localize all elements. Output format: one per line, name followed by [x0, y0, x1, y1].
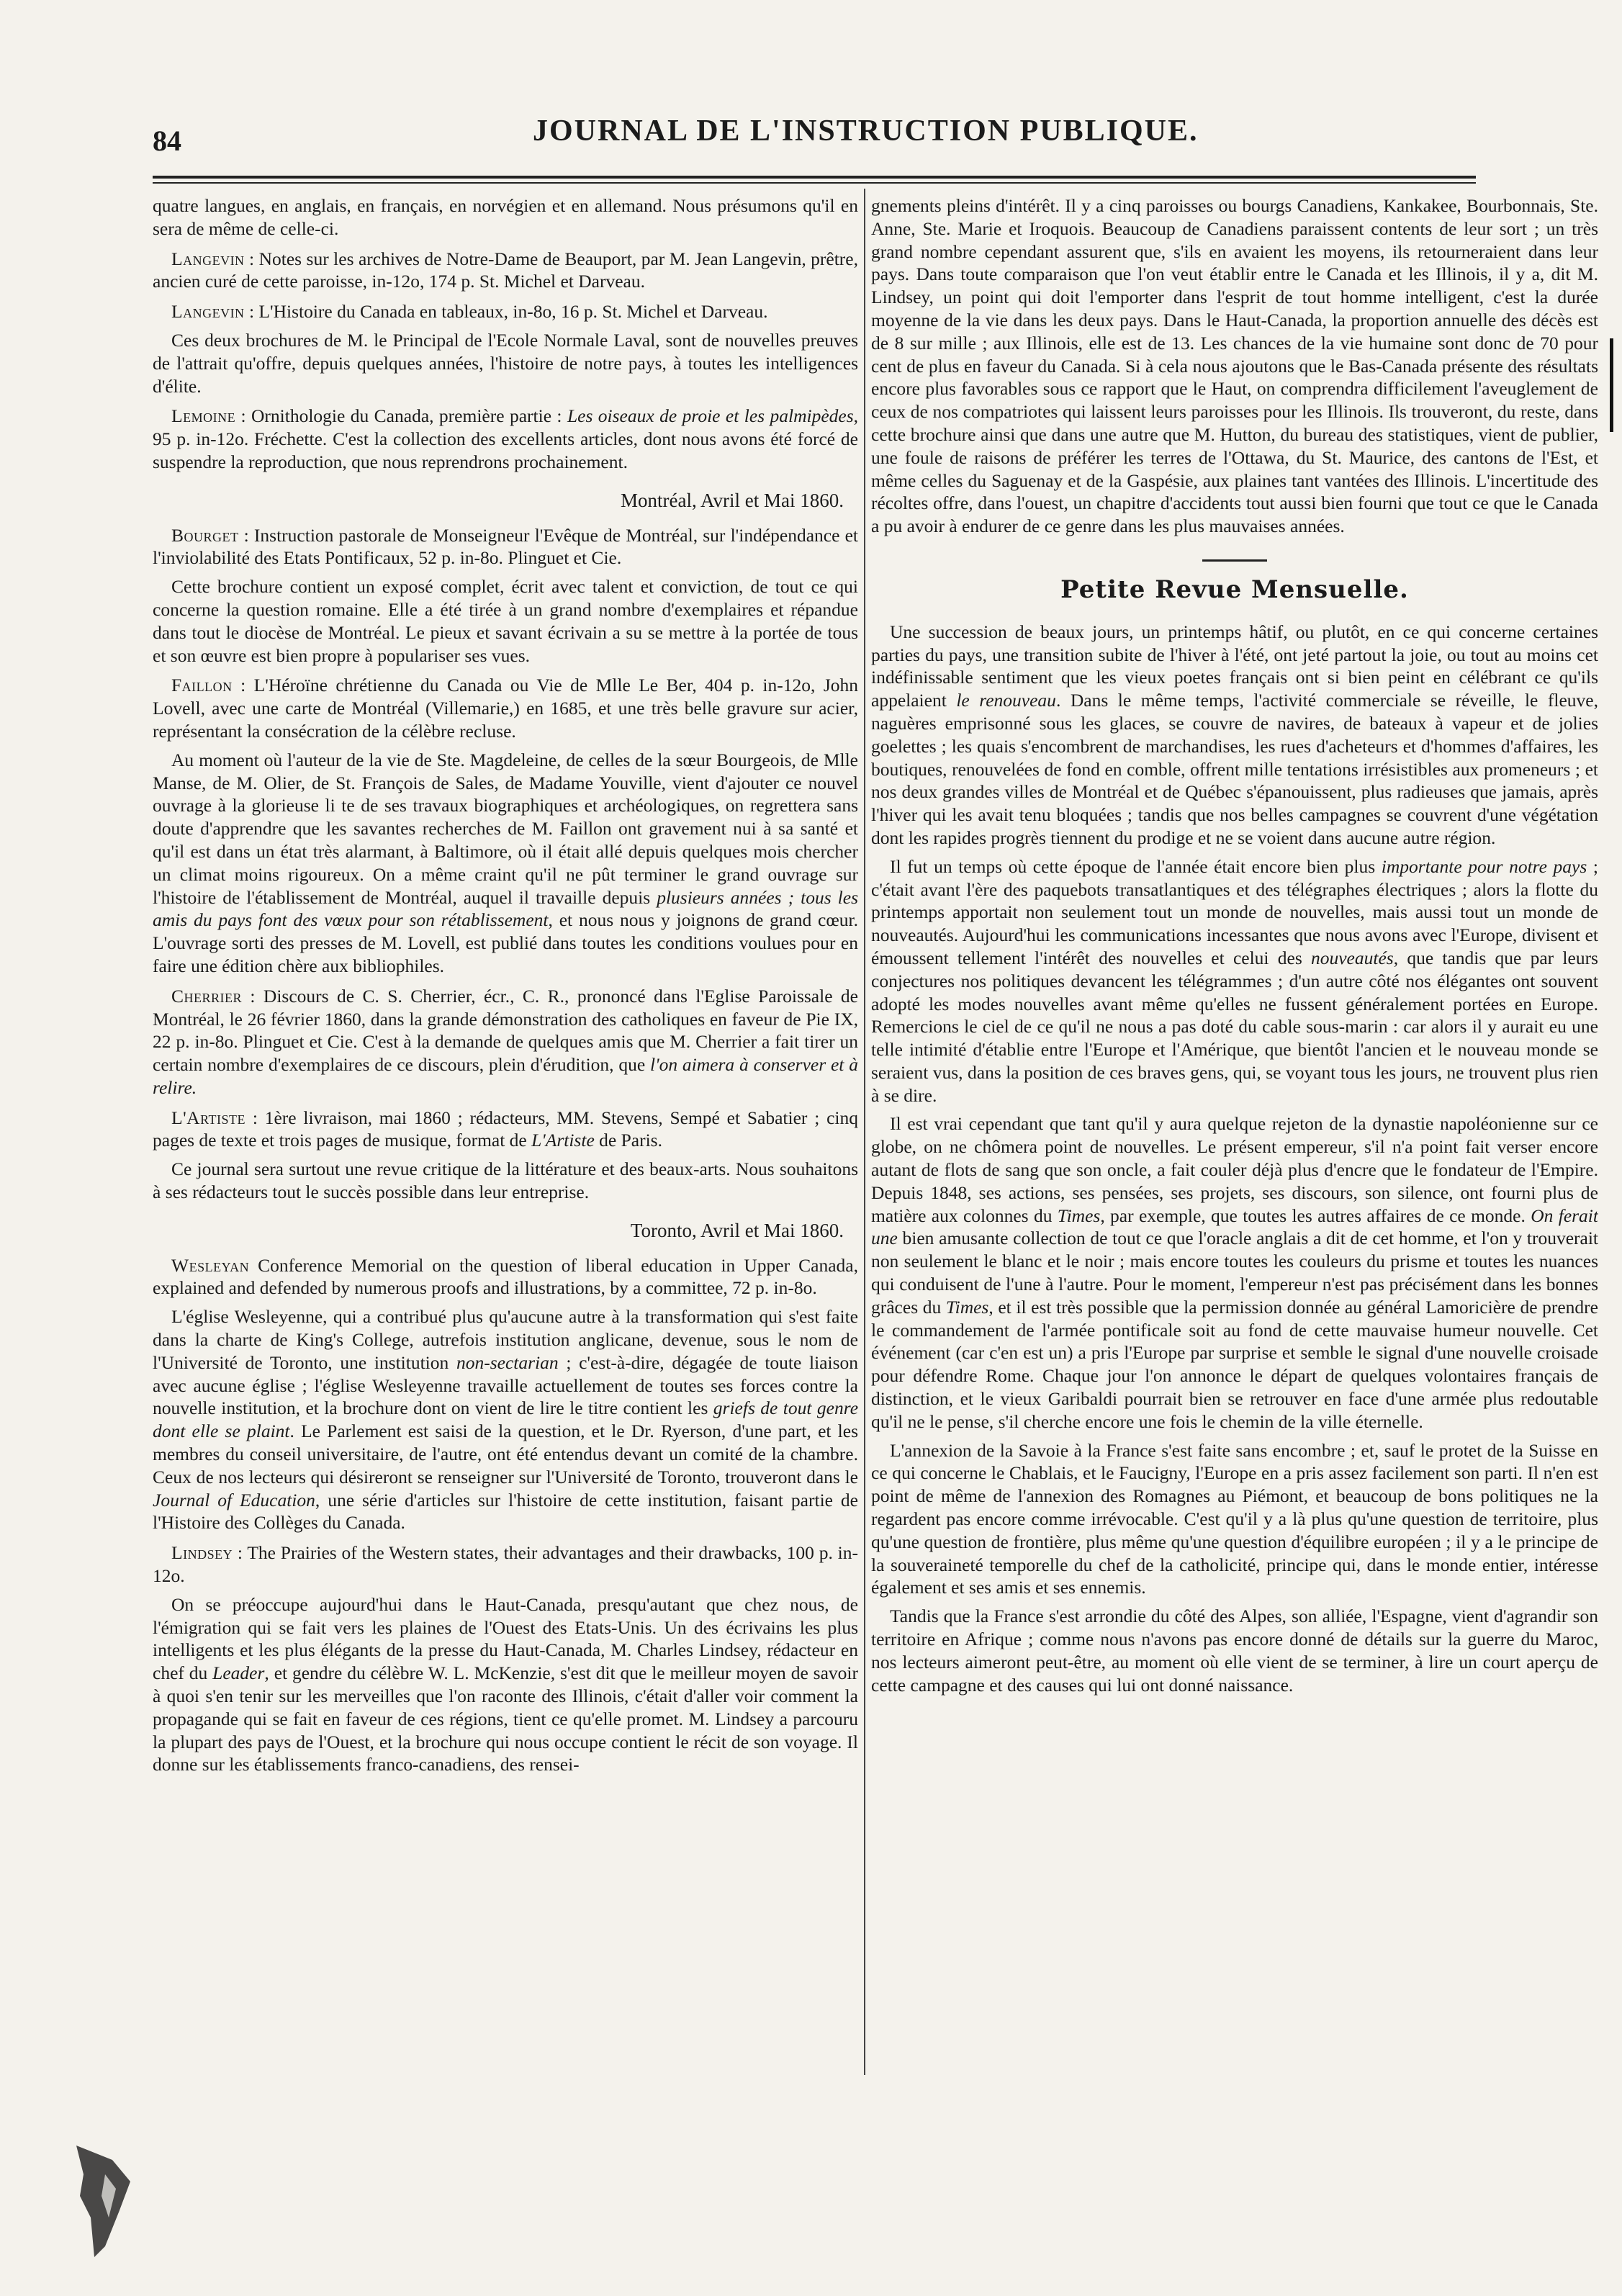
text-run: Il fut un temps où cette époque de l'année était encore bien plus [890, 855, 1382, 877]
paragraph: Tandis que la France s'est arrondie du côté des Alpes, son alliée, l'Espagne, vient d'agrandir son territoire en Afrique ; comme nous n'avons pas encore donné de détails sur la guerre du Maroc, nos lecteurs aimeront peut-être, au moment où elle vient de se terminer, à lire un court aperçu de cette campagne et des causes qui lui ont donné naissance. [871, 1606, 1598, 1696]
paragraph [153, 1593, 858, 1776]
author-name: Wesleyan [171, 1254, 250, 1276]
text-run: , une série d'articles sur l'histoire de cette institution, faisant partie de l'Histoire des Collèges du Canada. [153, 1489, 858, 1534]
paragraph: Cette brochure contient un exposé complet, écrit avec talent et conviction, de tout ce qui concerne la question romaine. Elle a été tirée à un grand nombre d'exemplaires et répandue dans tout le diocèse de Montréal. Le pieux et savant écrivain a su se mettre à la portée de tous et son œuvre est bien propre à populariser ses vues. [153, 576, 858, 666]
bibliography-entry [153, 985, 858, 1099]
left-column [153, 194, 858, 2268]
text-run: L'église Wesleyenne, qui a contribué plus qu'aucune autre à la transformation qui s'est faite dans la charte de King's College, autrefois institution anglicane, devenue, sous le nom de l'Université de Toronto, une institution [153, 1306, 858, 1373]
text-run: , et nous nous y joignons de grand cœur. L'ouvrage sorti des presses de M. Lovell, est publié dans toutes les conditions voulues pour en faire une édition chère aux bibliophiles. [153, 909, 858, 976]
text-run: . Le Parlement est saisi de la question, et le Dr. Ryerson, d'une part, et les membres du conseil universitaire, de l'autre, ont été entendus devant un comité de la chambre. Ceux de nos lecteurs qui désireront se renseigner sur l'Université de Toronto, trouveront dans le [153, 1421, 858, 1487]
bibliography-entry [153, 300, 858, 323]
author-name: Lemoine [171, 405, 236, 427]
entry-text: : Ornithologie du Canada, première partie : [235, 405, 567, 427]
entry-text: : Discours de C. S. Cherrier, écr., C. R., prononcé dans l'Eglise Paroissale de Montréal, le 26 février 1860, dans la grande démonstration des catholiques en faveur de Pie IX, 22 p. in-8o. Plinguet et Cie. C'est à la demande de quelques amis que M. Cherrier a fait tirer un certain nombre d'exemplaires de ce discours, plein d'érudition, que [153, 985, 858, 1076]
author-name: Lindsey [171, 1542, 233, 1564]
text-italic: Journal of Education [153, 1489, 315, 1511]
author-name: L'Artiste [171, 1107, 246, 1128]
text-run: , que tandis que par leurs conjectures nos politiques devancent les télégrammes ; d'un autre côté nos élégantes ont souvent adopté les modes nouvelles avant même qu'elles ne fussent généralement portées en Europe. Remercions le ciel de ce qu'il ne nous a pas doté du cable sous-marin : car alors il y aurait eu une telle intimité d'établie entre l'Europe et l'Amérique, que bientôt l'ancien et le nouveau monde se seraient vus, dans la position de ces braves gens, qui, se voyant tous les jours, ne trouvent plus rien à se dire. [871, 947, 1598, 1106]
dateline-montreal: Montréal, Avril et Mai 1860. [621, 489, 844, 511]
paragraph: L'annexion de la Savoie à la France s'est faite sans encombre ; et, sauf le protet de la Suisse en ce qui concerne le Chablais, et le Faucigny, l'Europe en a pris assez facilement son parti. Il n'en est point de même de l'annexion des Romagnes au Piémont, et beaucoup de bons politiques ne la regardent pas encore comme irrévocable. C'est qu'il y a là plus qu'une question de territoire, plus qu'une question de frontière, plus même qu'une question d'équilibre européen ; il y a le principe de la souveraineté temporelle du chef de la catholicité, principe qui, dans le monde entier, intéresse également et ses amis et ses ennemis. [871, 1439, 1598, 1598]
entry-text: de Paris. [594, 1130, 662, 1151]
entry-text: : L'Histoire du Canada en tableaux, in-8o, 16 p. St. Michel et Darveau. [244, 301, 768, 323]
entry-text: : Instruction pastorale de Monseigneur l'Evêque de Montréal, sur l'indépendance et l'inviolabilité des Etats Pontificaux, 52 p. in-8o. Plinguet et Cie. [153, 524, 858, 569]
text-run: , par exemple, que toutes les autres affaires de ce monde. [1100, 1205, 1531, 1226]
bibliography-entry [153, 405, 858, 473]
text-run: ; c'était avant l'ère des paquebots transatlantiques et des télégraphes électriques ; alors la flotte du printemps apportait non seulement tout un monde de nouvelles, mais aussi tout un monde de nouveautés. Aujourd'hui les communications incessantes que nous avons avec l'Europe, divisent et émoussent tellement l'intérêt des nouvelles et celui des [871, 855, 1598, 968]
paragraph [153, 749, 858, 978]
paragraph [871, 1112, 1598, 1433]
text-run: , et il est très possible que la permission donnée au général Lamoricière de prendre le commandement de l'armée pontificale soit au fond de cette mauvaise humeur nouvelle. Cet événement (car c'en est un) a pris l'Europe par surprise et semble le signal d'une nouvelle croisade pour défendre Rome. Chaque jour l'on annonce le départ de quelques volontaires français de distinction, et le vieux Garibaldi pourrait bien se retrouver en face d'une armée plus redoutable qu'il ne le pense, s'il cherche encore une fois le chemin de la ville éternelle. [871, 1296, 1598, 1432]
margin-mark [1610, 338, 1613, 432]
text-italic: non-sectarian [456, 1351, 559, 1373]
text-italic: le renouveau [956, 690, 1056, 711]
entry-italic: l'on aimera à conserver et à relire. [153, 1054, 858, 1098]
entry-italic: Les oiseaux de proie et les palmipèdes [567, 405, 854, 427]
entry-text: : L'Héroïne chrétienne du Canada ou Vie de Mlle Le Ber, 404 p. in-12o, John Lovell, avec une carte de Montréal (Villemarie,) en 1685, et une très belle gravure sur acier, représentant la consécration de la célèbre recluse. [153, 675, 858, 742]
text-italic: Times [1057, 1205, 1101, 1226]
text-italic: On ferait une [871, 1205, 1598, 1249]
entry-text: : The Prairies of the Western states, their advantages and their drawbacks, 100 p. in-12o. [153, 1542, 858, 1587]
text-italic: plusieurs années ; tous les amis du pays font des vœux pour son rétablissement [153, 886, 858, 931]
page-number: 84 [153, 125, 181, 157]
bibliography-entry [153, 674, 858, 742]
text-run: On se préoccupe aujourd'hui dans le Haut-Canada, presqu'autant que chez nous, de l'émigration qui se fait vers les plaines de l'Ouest des Etats-Unis. Un des écrivains les plus intelligents et les plus élégants de la presse du Haut-Canada, M. Charles Lindsey, rédacteur en chef du [153, 1593, 858, 1684]
paragraph: Ce journal sera surtout une revue critique de la littérature et des beaux-arts. Nous souhaitons à ses rédacteurs tout le succès possible dans leur entreprise. [153, 1158, 858, 1203]
entry-text: , 95 p. in-12o. Fréchette. C'est la collection des excellents articles, dont nous avons été forcé de suspendre la reproduction, que nous reprendrons prochainement. [153, 405, 858, 472]
text-italic: griefs de tout genre dont elle se plaint [153, 1397, 858, 1442]
right-column [871, 194, 1598, 2268]
paragraph [871, 855, 1598, 1107]
author-name: Langevin [171, 301, 245, 323]
author-name: Faillon [171, 675, 233, 696]
entry-text: : Notes sur les archives de Notre-Dame de Beauport, par M. Jean Langevin, prêtre, ancien curé de cette paroisse, in-12o, 174 p. St. Michel et Darveau. [153, 248, 858, 292]
entry-text: Conference Memorial on the question of liberal education in Upper Canada, explained and defended by numerous proofs and illustrations, by a committee, 72 p. in-8o. [153, 1254, 858, 1299]
text-italic: nouveautés [1310, 947, 1394, 968]
text-run: Au moment où l'auteur de la vie de Ste. Magdeleine, de celles de la sœur Bourgeois, de Mlle Manse, de M. Olier, de St. François de Sales, de Madame Youville, vient d'ajouter ce nouvel ouvrage à la glorieuse li te de ses travaux biographiques et archéologiques, on regrettera sans doute d'apprendre que les savantes recherches de M. Faillon ont gravement nui à sa santé et qu'il est dans un état très alarmant, à Baltimore, où il était allé depuis quelques mois chercher un climat moins rigoureux. On a même craint qu'il ne pût terminer le grand ouvrage sur l'histoire de l'établissement de Montréal, auquel il travaille depuis [153, 749, 858, 908]
author-name: Bourget [171, 524, 239, 546]
text-italic: importante pour notre pays [1381, 855, 1587, 877]
paragraph [871, 621, 1598, 850]
author-name: Langevin [171, 248, 245, 269]
header-rule-thin [153, 182, 1476, 184]
running-title: JOURNAL DE L'INSTRUCTION PUBLIQUE. [533, 114, 1199, 148]
paragraph: Ces deux brochures de M. le Principal de l'Ecole Normale Laval, sont de nouvelles preuves de l'attrait qu'offre, depuis quelques années, l'histoire de notre pays, à toutes les intelligences d'élite. [153, 329, 858, 397]
author-name: Cherrier [171, 985, 243, 1007]
column-divider [864, 189, 865, 2075]
bibliography-entry [153, 248, 858, 294]
paragraph: quatre langues, en anglais, en français, en norvégien et en allemand. Nous présumons qu'il en sera de même de celle-ci. [153, 195, 858, 239]
paragraph [153, 1305, 858, 1534]
text-italic: Times [945, 1296, 989, 1318]
text-italic: Leader [212, 1662, 265, 1684]
entry-text: : 1ère livraison, mai 1860 ; rédacteurs, MM. Stevens, Sempé et Sabatier ; cinq pages de texte et trois pages de musique, format de [153, 1107, 858, 1151]
text-run: , et gendre du célèbre W. L. McKenzie, s'est dit que le meilleur moyen de savoir à quoi s'en tenir sur les merveilles que l'on raconte des Illinois, c'était d'aller voir comment la propagande qui se fait en faveur de ces régions, tient ce qu'elle promet. M. Lindsey a parcouru la plupart des pays de l'Ouest, et la brochure qui nous occupe contient le récit de son voyage. Il donne sur les établissements franco-canadiens, des rensei- [153, 1662, 858, 1775]
bibliography-entry [153, 1541, 858, 1588]
scan-artifact-icon [62, 2131, 141, 2261]
text-run: ; c'est-à-dire, dégagée de toute liaison avec aucune église ; l'église Wesleyenne travaille actuellement de toutes ses forces contre la nouvelle institution, et la brochure dont on vient de lire le titre contient les [153, 1351, 858, 1419]
section-title: Petite Revue Mensuelle. [1060, 575, 1409, 604]
header-rule-thick [153, 176, 1476, 179]
text-run: Il est vrai cependant que tant qu'il y aura quelque rejeton de la dynastie napoléonienne sur ce globe, on ne chômera point de nouvelles. Le présent empereur, s'il n'a point fait verser encore autant de flots de sang que son oncle, a fait couler déjà plus d'encre que le fondateur de l'Empire. Depuis 1848, ses actions, ses pensées, ses projets, ses discours, son silence, ont fourni plus de matière aux colonnes du [871, 1113, 1598, 1226]
text-run: . Dans le même temps, l'activité commerciale se réveille, le fleuve, naguères emprisonné sous les glaces, se couvre de navires, de bateaux à vapeur et de jolies goelettes ; les quais s'encombrent de marchandises, les rues d'acheteurs et d'hommes d'affaires, les boutiques, renouvelées de fond en comble, offrent mille tentations irrésistibles aux promeneurs ; et nos deux grandes villes de Montréal et de Québec s'épanouissent, plus radieuses que jamais, après l'hiver qui les avait tenu bloquées ; tandis que nos belles campagnes se couvrent d'une végétation dont les rapides progrès tiennent du prodige et ne se voient dans aucune autre région. [871, 690, 1598, 848]
section-divider [1202, 559, 1267, 562]
text-run: bien amusante collection de tout ce que l'oracle anglais a dit de cet homme, et l'on y trouverait non seulement le blanc et le noir ; mais encore toutes les couleurs du prisme et toutes les nuances qui conduisent de l'une à l'autre. Pour le moment, l'empereur n'est pas précisément dans les bonnes grâces du [871, 1228, 1598, 1318]
entry-italic: L'Artiste [531, 1130, 595, 1151]
text-run: Une succession de beaux jours, un printemps hâtif, ou plutôt, en ce qui concerne certaines parties du pays, une transition subite de l'hiver à l'été, ont jeté partout la joie, ou tout au moins cet indéfinissable sentiment que les vieux poetes français ont si bien peint en célébrant ce qu'ils appelaient [871, 621, 1598, 711]
paragraph: gnements pleins d'intérêt. Il y a cinq paroisses ou bourgs Canadiens, Kankakee, Bourbonnais, Ste. Anne, Ste. Marie et Iroquois. Beaucoup de Canadiens paraissent contents de leur sort ; un très grand nombre cependant assurent que, s'ils en avaient les moyens, ils retourneraient dans leur pays. Dans toute comparaison que l'on veut établir entre le Canada et les Illinois, il y a, dit M. Lindsey, un point qui doit l'emporter dans l'esprit de tout homme intelligent, c'est la durée moyenne de la vie dans les deux pays. Dans le Haut-Canada, la proportion annuelle des décès est de 8 sur mille ; aux Illinois, elle est de 13. Les chances de la vie humaine sont donc de 70 pour cent de plus en faveur du Canada. Si à cela nous ajoutons que le Bas-Canada présente des résultats encore plus favorables sous ce rapport que le Haut, on comprendra difficilement l'aveuglement de ceux de nos compatriotes qui laissent leurs paroisses pour les Illinois. Ils trouveront, du reste, dans cette brochure ainsi que dans une autre que M. Hutton, du bureau des statistiques, vient de publier, une foule de raisons de préférer les terres de l'Ottawa, du St. Maurice, des cantons de l'Est, et même celles du Saguenay et de la Gaspésie, aux plaines tant vantées des Illinois. L'incertitude des récoltes offre, dans l'ouest, un chapitre d'accidents tout aussi bien fourni que tout ce que le Canada a pu avoir à endurer de ce genre dans les plus mauvaises années. [871, 195, 1598, 537]
dateline-toronto: Toronto, Avril et Mai 1860. [630, 1219, 844, 1241]
bibliography-entry [153, 1107, 858, 1153]
bibliography-entry [153, 524, 858, 570]
bibliography-entry [153, 1254, 858, 1300]
